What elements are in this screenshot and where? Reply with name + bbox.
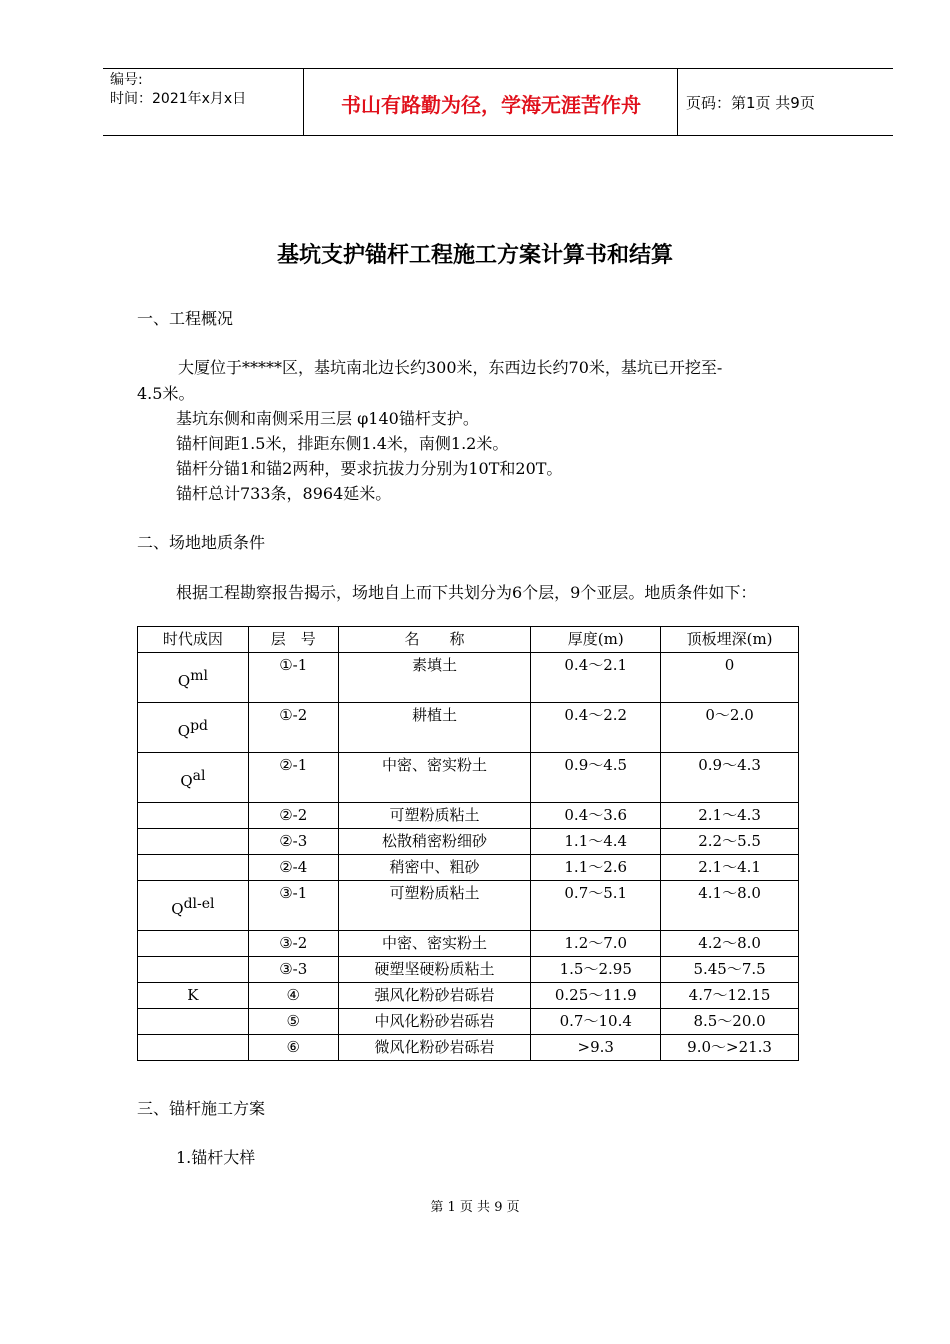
thickness-cell: 0.9～4.5 (531, 753, 661, 803)
era-cell (138, 881, 249, 931)
layer-cell: ②-3 (248, 829, 338, 855)
name-cell: 可塑粉质粘土 (338, 881, 531, 931)
table-row (138, 1035, 799, 1061)
table-row (138, 983, 799, 1009)
header-cell: 厚度(m) (531, 627, 661, 653)
table-row (138, 829, 799, 855)
geology-table (137, 626, 799, 1061)
name-cell: 强风化粉砂岩砾岩 (338, 983, 531, 1009)
era-superscript: dl-el (183, 896, 215, 912)
table-row (138, 653, 799, 703)
name-cell: 稍密中、粗砂 (338, 855, 531, 881)
name-cell: 中密、密实粉土 (338, 753, 531, 803)
paragraph-line: 基坑东侧和南侧采用三层 φ140锚杆支护。 (176, 409, 479, 428)
layer-cell: ①-2 (248, 703, 338, 753)
thickness-cell: 1.1～2.6 (531, 855, 661, 881)
section-heading-overview: 一、工程概况 (137, 309, 234, 328)
time-label: 时间：2021年x月x日 (110, 91, 247, 107)
name-cell: 微风化粉砂岩砾岩 (338, 1035, 531, 1061)
page-footer: 第 1 页 共 9 页 (430, 1200, 520, 1215)
thickness-cell: 0.7～10.4 (531, 1009, 661, 1035)
layer-cell: ②-1 (248, 753, 338, 803)
depth-cell: 0.9～4.3 (661, 753, 799, 803)
layer-cell: ①-1 (248, 653, 338, 703)
era-cell (138, 753, 249, 803)
layer-cell: ③-2 (248, 931, 338, 957)
layer-cell: ④ (248, 983, 338, 1009)
thickness-cell: 1.2～7.0 (531, 931, 661, 957)
era-cell (138, 855, 249, 881)
era-cell (138, 1009, 249, 1035)
header-meta (110, 71, 246, 109)
name-cell: 耕植土 (338, 703, 531, 753)
depth-cell: 8.5～20.0 (661, 1009, 799, 1035)
era-superscript: al (192, 768, 206, 784)
header-page-info: 页码：第1页 共9页 (686, 94, 815, 112)
layer-cell: ②-2 (248, 803, 338, 829)
section-heading-scheme: 三、锚杆施工方案 (137, 1099, 266, 1118)
depth-cell: 4.2～8.0 (661, 931, 799, 957)
subsection-heading: 1.锚杆大样 (176, 1148, 256, 1167)
name-cell: 可塑粉质粘土 (338, 803, 531, 829)
number-label: 编号: (110, 72, 143, 88)
depth-cell: 9.0～>21.3 (661, 1035, 799, 1061)
depth-cell: 2.1～4.1 (661, 855, 799, 881)
thickness-cell: 0.4～3.6 (531, 803, 661, 829)
thickness-cell: 0.7～5.1 (531, 881, 661, 931)
thickness-cell: 0.4～2.1 (531, 653, 661, 703)
header-top-rule (103, 68, 893, 69)
paragraph-line: 锚杆总计733条，8964延米。 (176, 484, 392, 503)
era-cell (138, 957, 249, 983)
table-row (138, 957, 799, 983)
era-cell (138, 931, 249, 957)
depth-cell: 2.2～5.5 (661, 829, 799, 855)
era-base: Q (177, 672, 191, 690)
era-cell (138, 829, 249, 855)
depth-cell: 0 (661, 653, 799, 703)
table-row (138, 753, 799, 803)
table-row (138, 703, 799, 753)
depth-cell: 2.1～4.3 (661, 803, 799, 829)
depth-cell: 4.7～12.15 (661, 983, 799, 1009)
paragraph-line: 锚杆间距1.5米，排距东侧1.4米，南侧1.2米。 (176, 434, 509, 453)
thickness-cell: 1.1～4.4 (531, 829, 661, 855)
header-cell: 时代成因 (138, 627, 249, 653)
table-row (138, 931, 799, 957)
era-base: Q (180, 772, 193, 790)
thickness-cell: >9.3 (531, 1035, 661, 1061)
era-cell (138, 703, 249, 753)
layer-cell: ⑥ (248, 1035, 338, 1061)
thickness-cell: 1.5～2.95 (531, 957, 661, 983)
era-cell: K (138, 983, 249, 1009)
section-heading-geology: 二、场地地质条件 (137, 533, 266, 552)
depth-cell: 4.1～8.0 (661, 881, 799, 931)
header-divider (303, 68, 304, 136)
paragraph-line: 大厦位于*****区，基坑南北边长约300米，东西边长约70米，基坑已开挖至- (178, 358, 723, 377)
name-cell: 松散稍密粉细砂 (338, 829, 531, 855)
header-motto: 书山有路勤为径，学海无涯苦作舟 (341, 93, 641, 117)
layer-cell: ②-4 (248, 855, 338, 881)
layer-cell: ⑤ (248, 1009, 338, 1035)
name-cell: 素填土 (338, 653, 531, 703)
table-row (138, 803, 799, 829)
era-superscript: ml (190, 668, 208, 684)
thickness-cell: 0.25～11.9 (531, 983, 661, 1009)
table-row (138, 855, 799, 881)
header-cell: 名 称 (338, 627, 531, 653)
paragraph-line: 4.5米。 (137, 384, 195, 403)
depth-cell: 0～2.0 (661, 703, 799, 753)
document-title: 基坑支护锚杆工程施工方案计算书和结算 (276, 243, 673, 268)
layer-cell: ③-3 (248, 957, 338, 983)
header-cell: 层 号 (248, 627, 338, 653)
header-bottom-rule (103, 135, 893, 136)
era-cell (138, 803, 249, 829)
era-base: Q (177, 722, 191, 740)
table-row (138, 1009, 799, 1035)
layer-cell: ③-1 (248, 881, 338, 931)
paragraph-line: 锚杆分锚1和锚2两种，要求抗拔力分别为10T和20T。 (176, 459, 563, 478)
era-cell (138, 653, 249, 703)
depth-cell: 5.45～7.5 (661, 957, 799, 983)
name-cell: 硬塑坚硬粉质粘土 (338, 957, 531, 983)
header-cell: 顶板埋深(m) (661, 627, 799, 653)
name-cell: 中风化粉砂岩砾岩 (338, 1009, 531, 1035)
era-base: Q (171, 900, 184, 918)
paragraph-line: 根据工程勘察报告揭示，场地自上而下共划分为6个层，9个亚层。地质条件如下： (176, 583, 757, 602)
header-divider (677, 68, 678, 136)
thickness-cell: 0.4～2.2 (531, 703, 661, 753)
era-superscript: pd (190, 718, 209, 734)
name-cell: 中密、密实粉土 (338, 931, 531, 957)
table-header-row (138, 627, 799, 653)
era-cell (138, 1035, 249, 1061)
table-row (138, 881, 799, 931)
